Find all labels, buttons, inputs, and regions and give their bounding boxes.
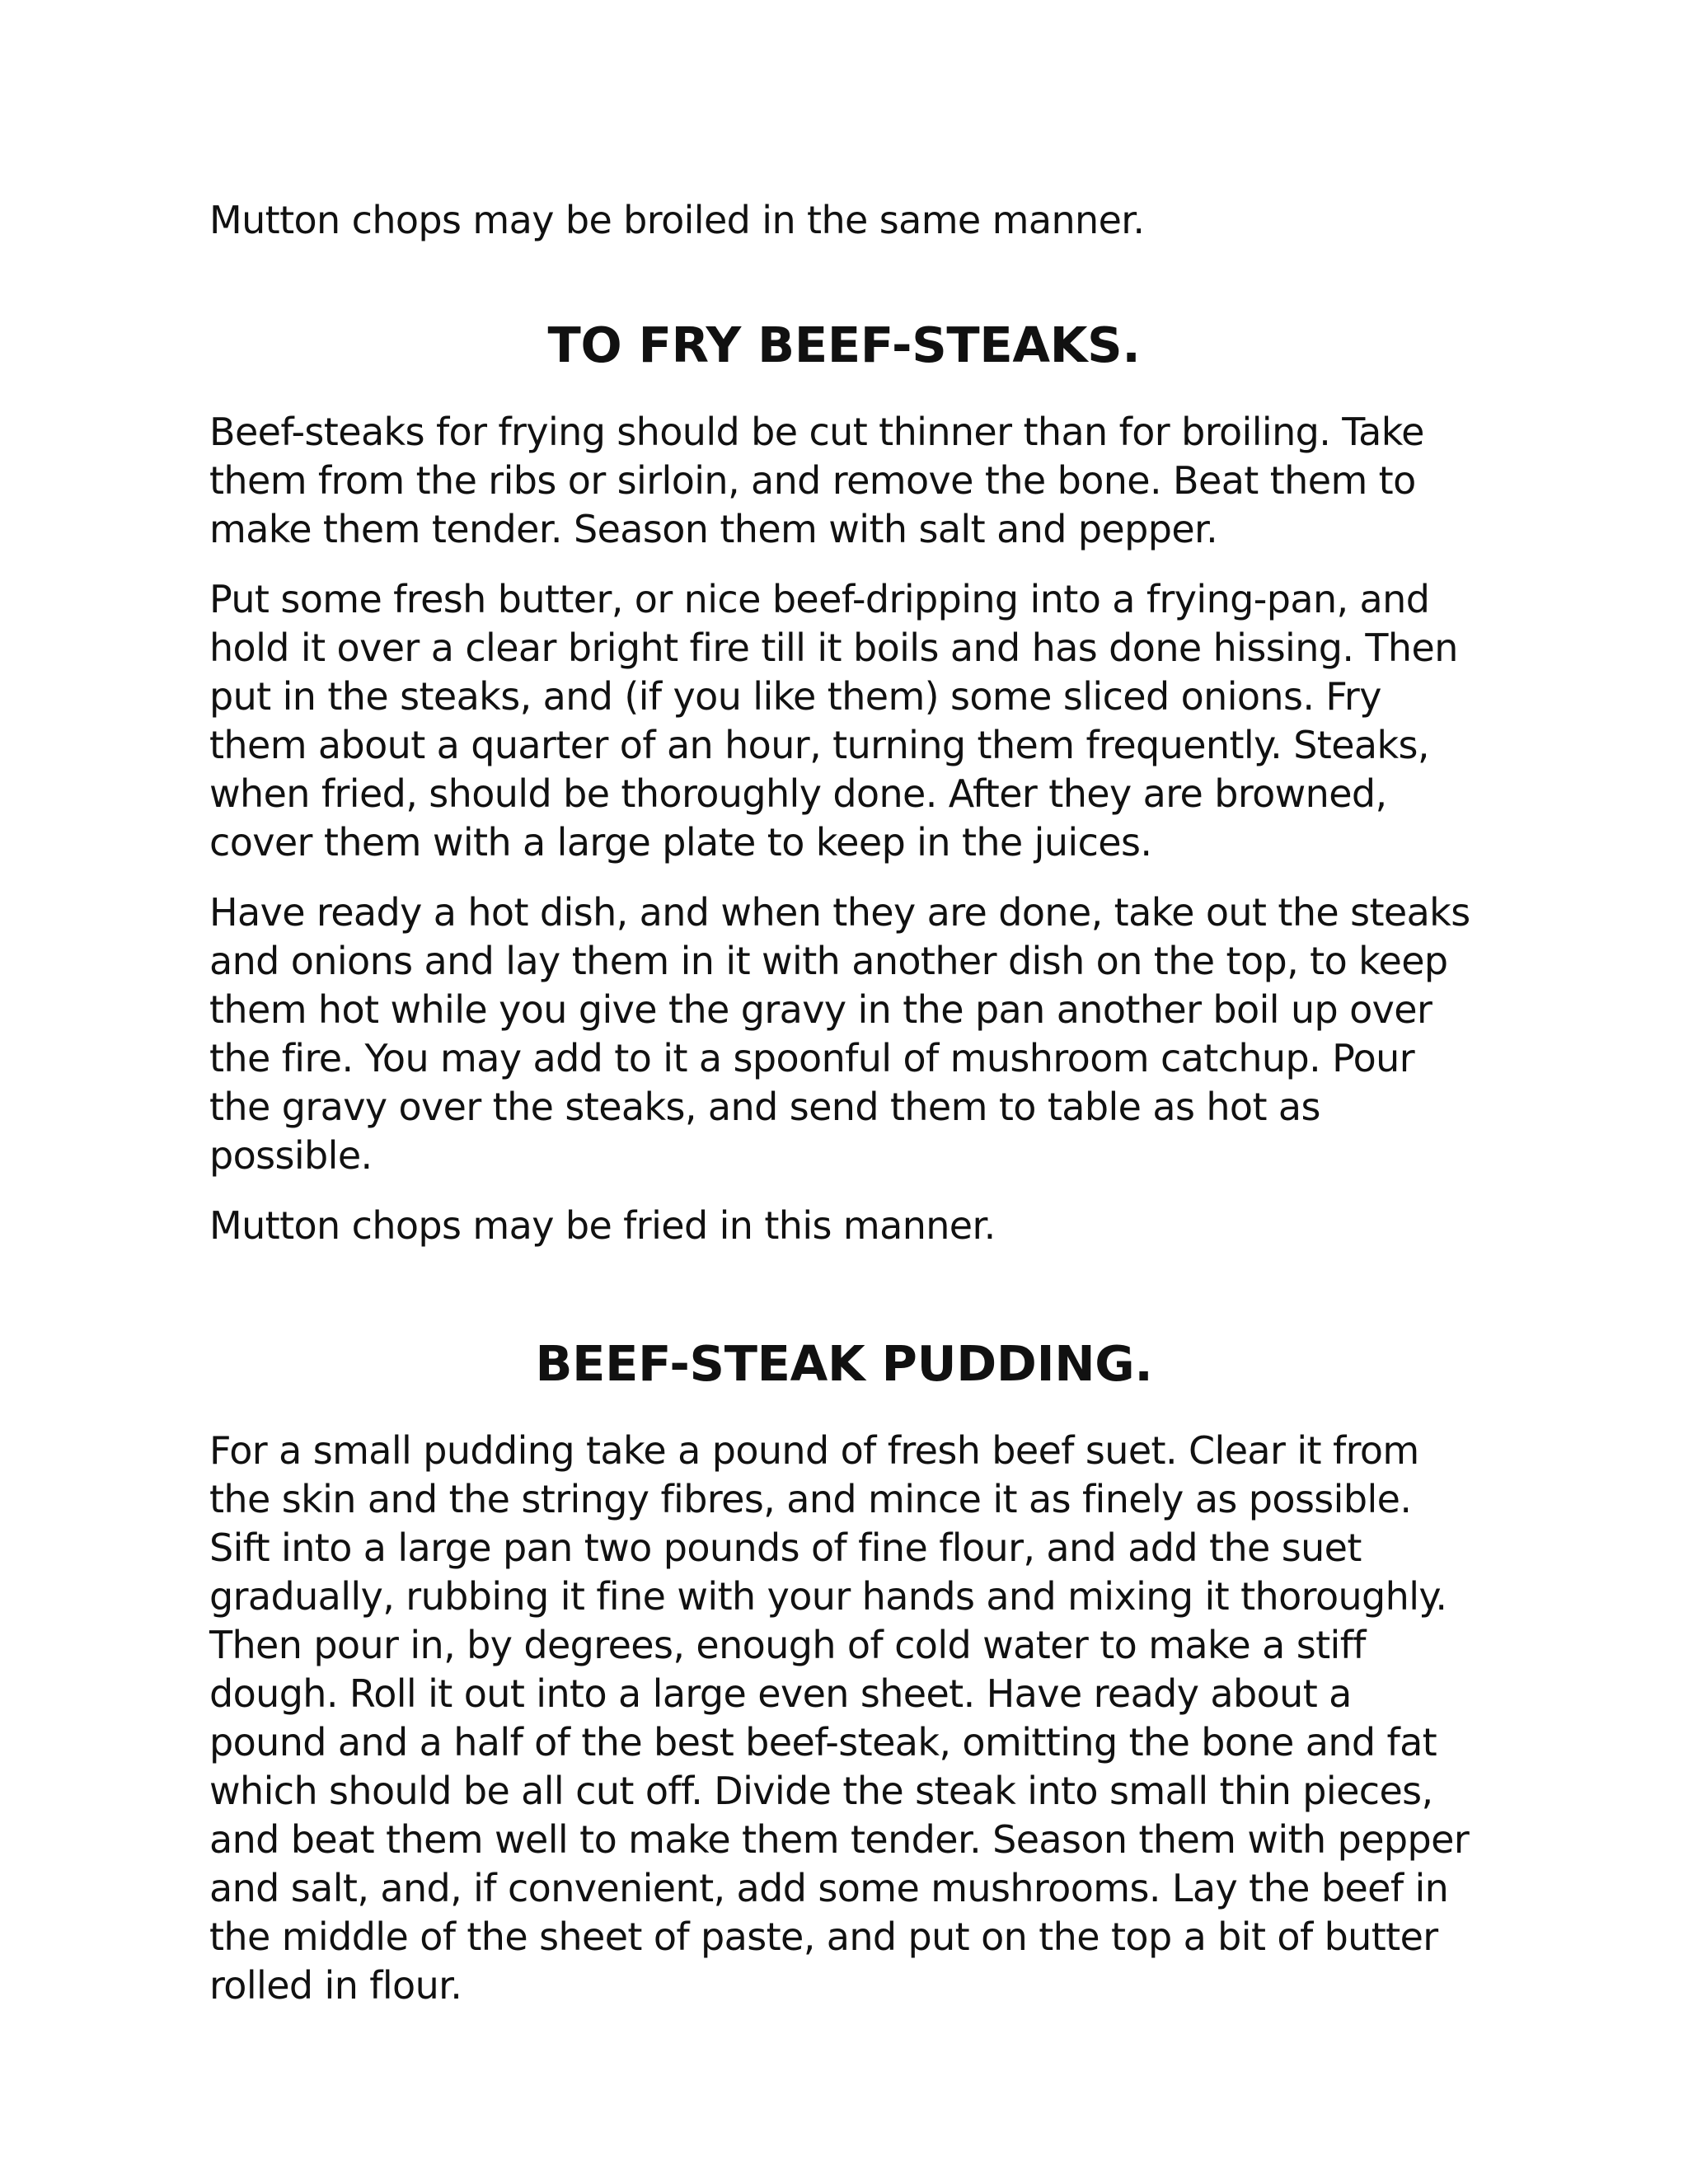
paragraph: Have ready a hot dish, and when they are done, take out the steaks and onions and lay them in it with another dish on the top, to keep them hot while you give the gravy in the pan another boil up over the fire. You may add to it a spoonful of mushroom catchup. Pour the gravy over the steaks, and send them to table as hot as possible.	[209, 890, 1470, 1178]
intro-paragraph: Mutton chops may be broiled in the same manner.	[209, 198, 1145, 242]
section-title-fry-beef-steaks: TO FRY BEEF-STEAKS.	[547, 316, 1141, 373]
paragraph: Put some fresh butter, or nice beef-dripping into a frying-pan, and hold it over a clear bright fire till it boils and has done hissing. Then put in the steaks, and (if you like them) some sliced onions. Fry them about a quarter of an hour, turning them frequently. Steaks, when fried, should be thoroughly done. After they are browned, cover them with a large plate to keep in the juices.	[209, 577, 1458, 865]
section-title-beef-steak-pudding: BEEF-STEAK PUDDING.	[535, 1335, 1153, 1392]
paragraph: For a small pudding take a pound of fresh beef suet. Clear it from the skin and the stringy fibres, and mince it as finely as possible. Sift into a large pan two pounds of fine flour, and add the suet gradually, rubbing it fine with your hands and mixing it thoroughly. Then pour in, by degrees, enough of cold water to make a stiff dough. Roll it out into a large even sheet. Have ready about a pound and a half of the best beef-steak, omitting the bone and fat which should be all cut off. Divide the steak into small thin pieces, and beat them well to make them tender. Season them with pepper and salt, and, if convenient, add some mushrooms. Lay the beef in the middle of the sheet of paste, and put on the top a bit of butter rolled in flour.	[209, 1428, 1470, 2008]
document-page	[209, 196, 1479, 2032]
paragraph: Beef-steaks for frying should be cut thinner than for broiling. Take them from the ribs or sirloin, and remove the bone. Beat them to make them tender. Season them with salt and pepper.	[209, 410, 1424, 551]
paragraph: Mutton chops may be fried in this manner.	[209, 1203, 996, 1248]
